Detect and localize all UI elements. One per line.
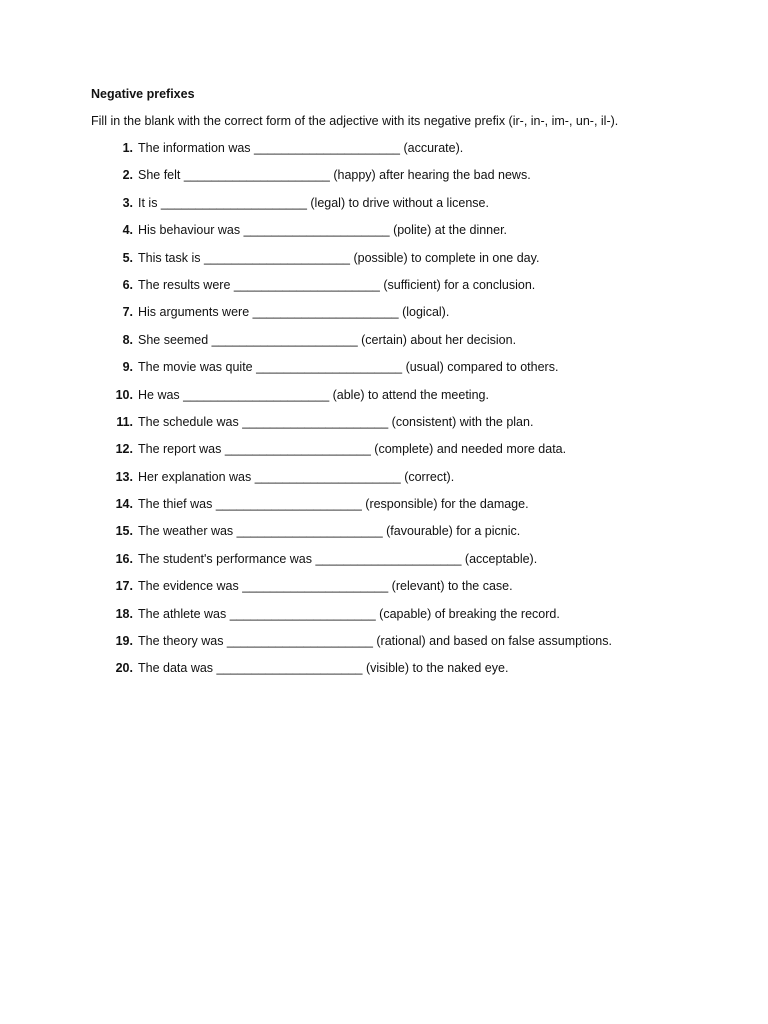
question-number: 18. [115, 606, 133, 621]
question-number: 12. [115, 442, 133, 457]
question-item [91, 469, 711, 496]
question-item [91, 606, 711, 633]
question-item [91, 359, 711, 386]
question-number: 19. [115, 634, 133, 649]
question-text: The movie was quite _____________________ (usual) compared to others. [138, 360, 559, 375]
question-item [91, 222, 711, 249]
question-number: 5. [122, 250, 133, 265]
question-item [91, 578, 711, 605]
question-text: His arguments were _____________________ (logical). [138, 305, 450, 320]
question-text: The results were _____________________ (sufficient) for a conclusion. [138, 277, 536, 292]
question-text: The evidence was _____________________ (relevant) to the case. [138, 579, 513, 594]
question-text: The athlete was _____________________ (capable) of breaking the record. [138, 606, 560, 621]
question-text: The report was _____________________ (complete) and needed more data. [138, 442, 567, 457]
question-list [91, 140, 711, 688]
question-item [91, 660, 711, 687]
question-number: 1. [122, 141, 133, 155]
question-item [91, 441, 711, 468]
question-item [91, 332, 711, 359]
question-item [91, 167, 711, 194]
question-item [91, 250, 711, 277]
question-text: The thief was _____________________ (responsible) for the damage. [138, 497, 529, 512]
question-number: 17. [115, 579, 133, 594]
worksheet-title: Negative prefixes [91, 87, 195, 101]
question-text: She felt _____________________ (happy) after hearing the bad news. [138, 168, 531, 183]
instructions: Fill in the blank with the correct form of the adjective with its negative prefix (ir-, in-, im-, un-, il-). [91, 114, 619, 128]
question-item [91, 304, 711, 331]
question-text: It is _____________________ (legal) to drive without a license. [138, 195, 489, 210]
question-text: The data was _____________________ (visible) to the naked eye. [138, 661, 509, 676]
question-number: 9. [122, 360, 133, 375]
question-item [91, 140, 711, 167]
question-text: He was _____________________ (able) to attend the meeting. [138, 387, 489, 402]
question-number: 7. [122, 305, 133, 320]
question-number: 11. [116, 414, 133, 429]
question-text: Her explanation was _____________________ (correct). [138, 469, 455, 484]
question-text: The schedule was _____________________ (consistent) with the plan. [138, 414, 534, 429]
question-number: 10. [115, 387, 133, 402]
question-text: The information was _____________________ (accurate). [138, 141, 464, 155]
question-text: She seemed _____________________ (certain) about her decision. [138, 332, 517, 347]
question-number: 2. [122, 168, 133, 183]
question-text: His behaviour was _____________________ (polite) at the dinner. [138, 223, 508, 238]
question-item [91, 523, 711, 550]
question-item [91, 551, 711, 578]
question-number: 3. [122, 195, 133, 210]
question-number: 6. [122, 277, 133, 292]
question-text: The weather was _____________________ (favourable) for a picnic. [138, 524, 521, 539]
question-number: 20. [115, 661, 133, 676]
question-item [91, 277, 711, 304]
worksheet [91, 86, 711, 688]
question-item [91, 496, 711, 523]
question-number: 16. [115, 551, 133, 566]
question-number: 14. [115, 497, 133, 512]
question-number: 15. [115, 524, 133, 539]
question-item [91, 387, 711, 414]
question-item [91, 195, 711, 222]
question-text: The theory was _____________________ (rational) and based on false assumptions. [138, 634, 612, 649]
question-item [91, 633, 711, 660]
question-text: This task is _____________________ (possible) to complete in one day. [138, 250, 540, 265]
question-number: 8. [122, 332, 133, 347]
question-text: The student's performance was _____________________ (acceptable). [138, 551, 538, 566]
question-item [91, 414, 711, 441]
question-number: 13. [115, 469, 133, 484]
question-number: 4. [122, 223, 133, 238]
